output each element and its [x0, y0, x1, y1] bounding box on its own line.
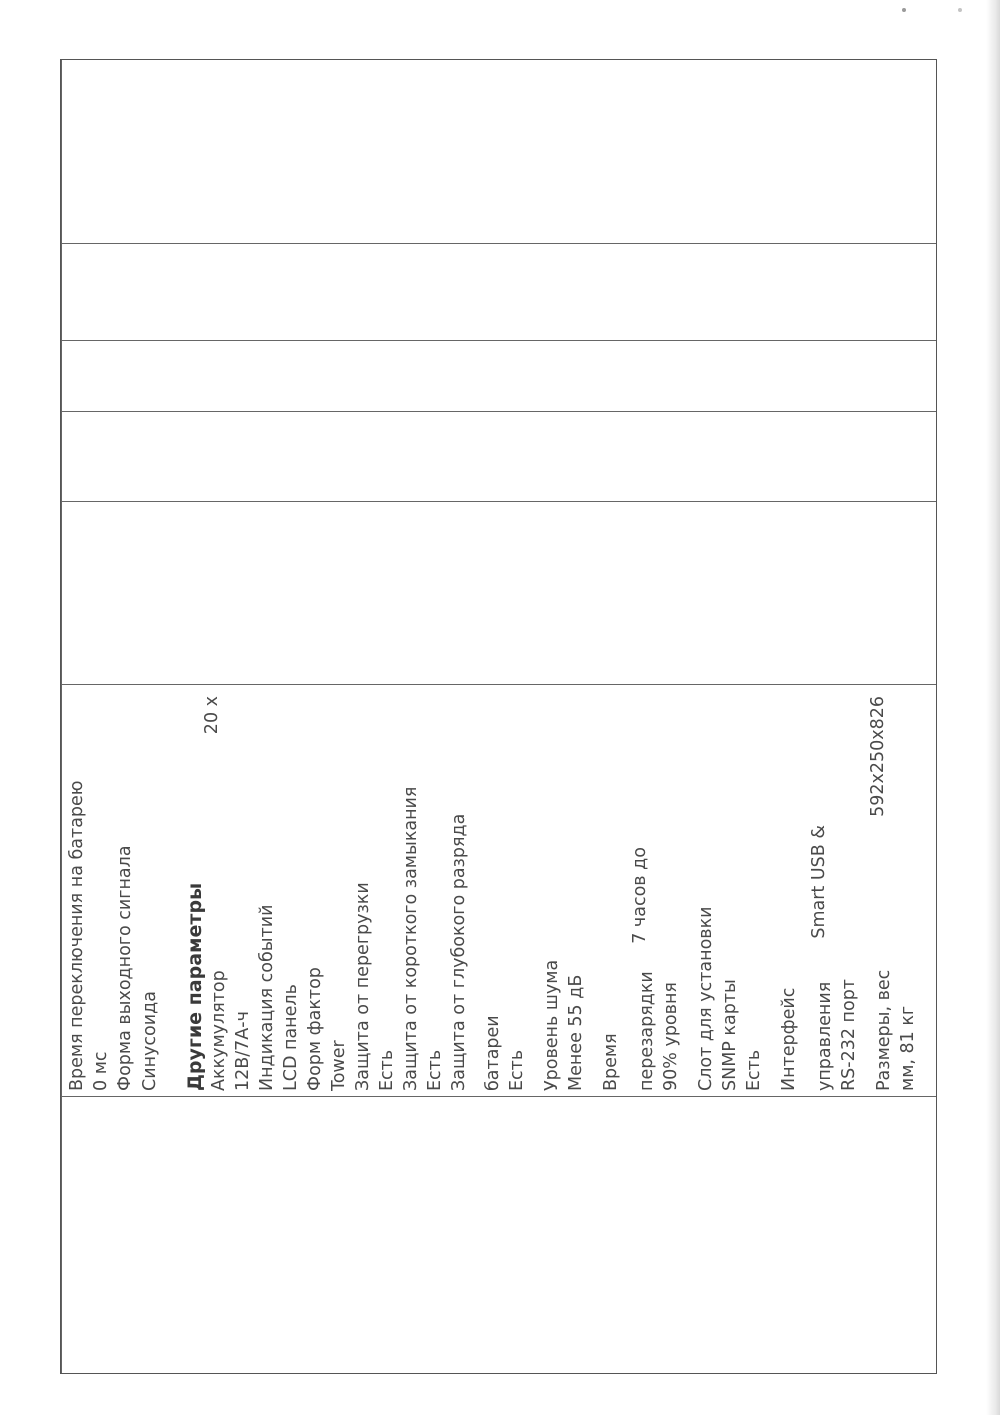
spec-value: мм, 81 кг: [898, 1005, 918, 1091]
spec-label: Уровень шума: [542, 959, 562, 1091]
spec-value: RS-232 порт: [839, 979, 859, 1091]
spec-label: Форм фактор: [305, 967, 325, 1091]
spec-value: 592х250х826: [868, 696, 888, 817]
spec-value: 0 мс: [91, 1051, 111, 1091]
spec-label: Интерфейс: [779, 987, 799, 1091]
spec-value: Smart USB &: [809, 825, 829, 939]
spec-value: Есть: [377, 1049, 397, 1091]
spec-value: 20 х: [202, 696, 222, 735]
spec-value: Есть: [425, 1049, 445, 1091]
spec-label: Защита от короткого замыкания: [401, 786, 421, 1091]
spec-value: Менее 55 дБ: [566, 974, 586, 1091]
spec-value: 90% уровня: [661, 982, 681, 1091]
scan-speck: [902, 8, 906, 12]
spec-cell: [65, 695, 918, 1095]
spec-value: Есть: [744, 1049, 764, 1091]
table-divider: [61, 60, 62, 1373]
table-divider: [61, 243, 936, 244]
spec-label: SNMP карты: [720, 979, 740, 1091]
spec-label: Размеры, вес: [874, 969, 894, 1091]
spec-label: Защита от перегрузки: [353, 882, 373, 1091]
table-divider: [61, 1096, 936, 1097]
spec-label: Аккумулятор: [209, 970, 229, 1091]
spec-label: Время переключения на батарею: [67, 780, 87, 1091]
spec-label: батареи: [483, 1015, 503, 1091]
table-divider: [61, 501, 936, 502]
page-edge-shadow: [986, 0, 1000, 1415]
spec-label: Индикация событий: [257, 904, 277, 1091]
spec-label: Защита от глубокого разряда: [449, 813, 469, 1091]
spec-value: Синусоида: [140, 991, 160, 1091]
spec-value: 7 часов до: [630, 847, 650, 944]
scan-speck: [958, 8, 962, 12]
spec-label: Форма выходного сигнала: [115, 845, 135, 1091]
section-heading: Другие параметры: [184, 882, 206, 1091]
spec-label: Время: [601, 1033, 621, 1091]
spec-value: Есть: [507, 1049, 527, 1091]
spec-label: Слот для установки: [696, 906, 716, 1091]
spec-label: управления: [815, 981, 835, 1091]
spec-value: LCD панель: [281, 984, 301, 1091]
table-divider: [61, 340, 936, 341]
table-divider: [61, 411, 936, 412]
spec-label: перезарядки: [637, 971, 657, 1091]
spec-value: Tower: [329, 1040, 349, 1091]
spec-value: 12В/7А-ч: [233, 1011, 253, 1091]
table-divider: [61, 684, 936, 685]
